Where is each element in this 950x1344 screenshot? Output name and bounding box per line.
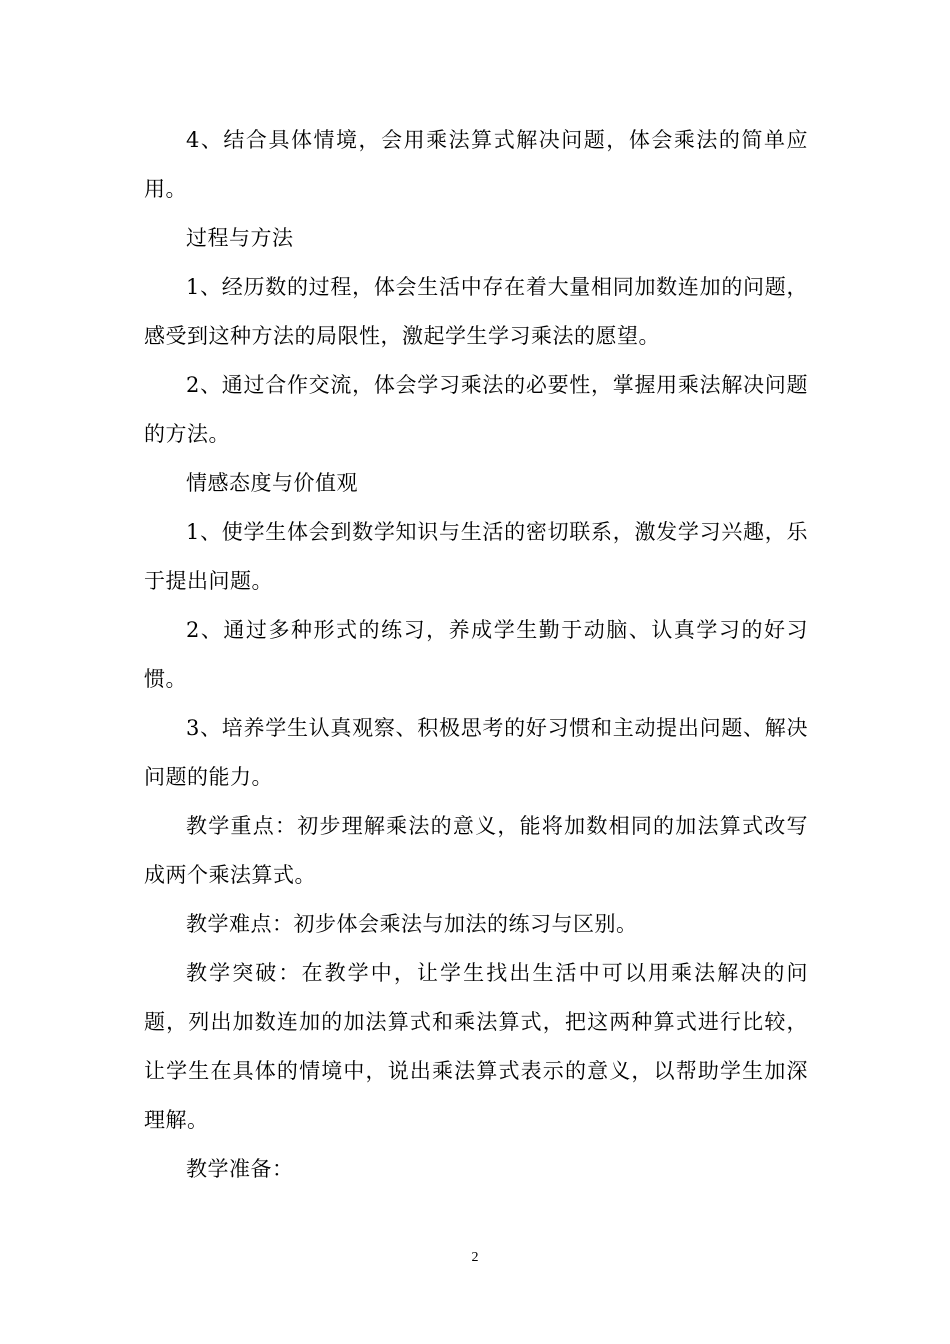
process-item-1-paragraph: 1、经历数的过程，体会生活中存在着大量相同加数连加的问题，感受到这种方法的局限性，激起学生学习乘法的愿望。 (144, 275, 808, 348)
emotion-values-heading: 情感态度与价值观 (186, 471, 358, 495)
document-body (144, 116, 808, 1194)
teaching-difficulty-paragraph: 教学难点：初步体会乘法与加法的练习与区别。 (186, 912, 638, 936)
emotion-item-1-paragraph: 1、使学生体会到数学知识与生活的密切联系，激发学习兴趣，乐于提出问题。 (144, 520, 808, 593)
page-number: 2 (471, 1250, 479, 1265)
emotion-item-3-paragraph: 3、培养学生认真观察、积极思考的好习惯和主动提出问题、解决问题的能力。 (144, 716, 808, 789)
teaching-preparation-paragraph: 教学准备： (186, 1157, 294, 1181)
emotion-item-2-paragraph: 2、通过多种形式的练习，养成学生勤于动脑、认真学习的好习惯。 (144, 618, 808, 691)
process-item-2-paragraph: 2、通过合作交流，体会学习乘法的必要性，掌握用乘法解决问题的方法。 (144, 373, 808, 446)
teaching-breakthrough-paragraph: 教学突破：在教学中，让学生找出生活中可以用乘法解决的问题，列出加数连加的加法算式和乘法算式，把这两种算式进行比较，让学生在具体的情境中，说出乘法算式表示的意义，以帮助学生加深理解。 (144, 961, 808, 1132)
process-method-heading: 过程与方法 (186, 226, 294, 250)
objective-4-paragraph: 4、结合具体情境，会用乘法算式解决问题，体会乘法的简单应用。 (144, 128, 808, 201)
teaching-key-point-paragraph: 教学重点：初步理解乘法的意义，能将加数相同的加法算式改写成两个乘法算式。 (144, 814, 808, 887)
